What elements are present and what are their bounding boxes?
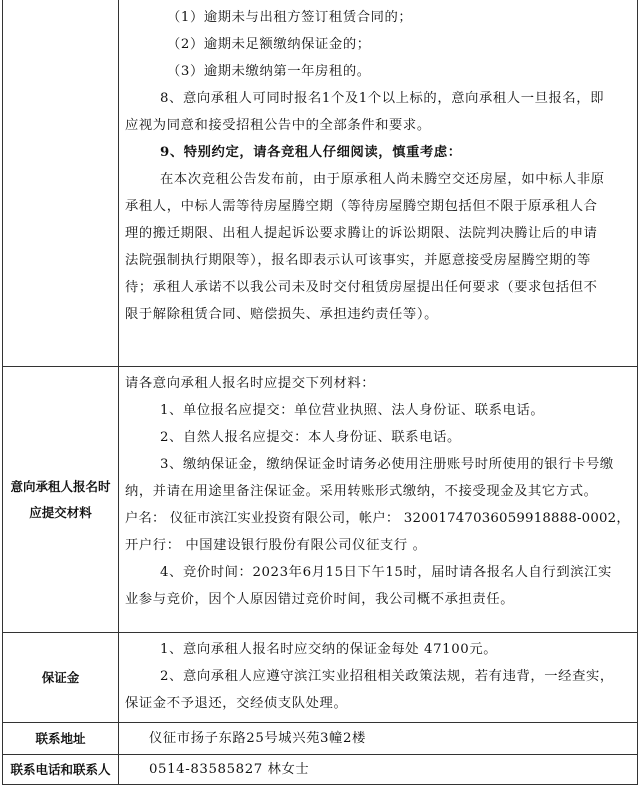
row-label-materials (3, 367, 119, 633)
account-bank: 开户行： 中国建设银行股份有限公司仪征支行 。 (125, 538, 427, 553)
contact-value: 0514-83585827 林女士 (149, 762, 310, 777)
special-clause-line: 限于解除租赁合同、赔偿损失、承担违约责任等）。 (125, 307, 438, 322)
materials-item-2: 2、自然人报名应提交：本人身份证、联系电话。 (160, 430, 461, 445)
conditions-cell (119, 0, 638, 367)
notice-table (2, 0, 638, 785)
materials-item-1: 1、单位报名应提交：单位营业执照、法人身份证、联系电话。 (160, 403, 545, 418)
special-clause-line: 理的搬迁期限、出租人提起诉讼要求腾让的诉讼期限、法院判决腾让后的申请 (125, 226, 598, 241)
special-clause-line: 法院强制执行期限等），报名即表示认可该事实，并愿意接受房屋腾空期的等 (125, 253, 591, 268)
table-row-conditions (3, 0, 638, 367)
deposit-item-2-cont: 保证金不予退还，交经侦支队处理。 (125, 696, 348, 711)
deposit-item-1: 1、意向承租人报名时应交纳的保证金每处 47100元。 (160, 642, 498, 657)
list-item: （3）逾期未缴纳第一年房租的。 (167, 64, 371, 79)
materials-item-4: 4、竞价时间：2023年6月15日下午15时，届时请各报名人自行到滨江实 (160, 565, 612, 580)
clause-8-line2: 应视为同意和接受招租公告中的全部条件和要求。 (125, 118, 431, 133)
materials-item-3: 3、缴纳保证金，缴纳保证金时请务必使用注册账号时所使用的银行卡号缴 (160, 457, 614, 472)
address-cell (119, 723, 638, 755)
clause-8-line1: 8、意向承租人可同时报名1个及1个以上标的，意向承租人一旦报名，即 (160, 91, 605, 106)
materials-label-line2: 应提交材料 (29, 504, 92, 520)
list-item: （2）逾期未足额缴纳保证金的； (167, 37, 371, 52)
materials-label-line1: 意向承租人报名时 (10, 478, 111, 494)
account-name: 户名： 仪征市滨江实业投资有限公司，帐户： 32001747036059918888-0002， (125, 511, 630, 526)
contact-cell (119, 755, 638, 785)
row-label-contact: 联系电话和联系人 (3, 755, 119, 785)
deposit-item-2: 2、意向承租人应遵守滨江实业招租相关政策法规，若有违背，一经查实， (160, 669, 614, 684)
table-row-address (3, 723, 638, 755)
materials-item-3-cont: 纳，并请在用途里备注保证金。采用转账形式缴纳，不接受现金及其它方式。 (125, 484, 598, 499)
special-clause-line: 承租人，中标人需等待房屋腾空期（等待房屋腾空期包括但不限于原承租人合 (125, 199, 598, 214)
special-clause-line: 待；承租人承诺不以我公司未及时交付租赁房屋提出任何要求（要求包括但不 (125, 280, 598, 295)
table-row-deposit (3, 633, 638, 723)
list-item: （1）逾期未与出租方签订租赁合同的； (167, 10, 413, 25)
table-row-contact (3, 755, 638, 785)
row-label-empty (3, 0, 119, 367)
special-clause-line: 在本次竞租公告发布前，由于原承租人尚未腾空交还房屋，如中标人非原 (160, 172, 605, 187)
deposit-cell (119, 633, 638, 723)
materials-intro: 请各意向承租人报名时应提交下列材料： (125, 376, 376, 391)
materials-cell (119, 367, 638, 633)
table-row-materials (3, 367, 638, 633)
clause-9-heading: 9、特别约定，请各竞租人仔细阅读，慎重考虑： (160, 145, 462, 160)
row-label-deposit: 保证金 (3, 633, 119, 723)
row-label-address: 联系地址 (3, 723, 119, 755)
materials-item-4-cont: 业参与竞价，因个人原因错过竞价时间，我公司概不承担责任。 (125, 592, 515, 607)
address-value: 仪征市扬子东路25号城兴苑3幢2楼 (149, 731, 366, 746)
